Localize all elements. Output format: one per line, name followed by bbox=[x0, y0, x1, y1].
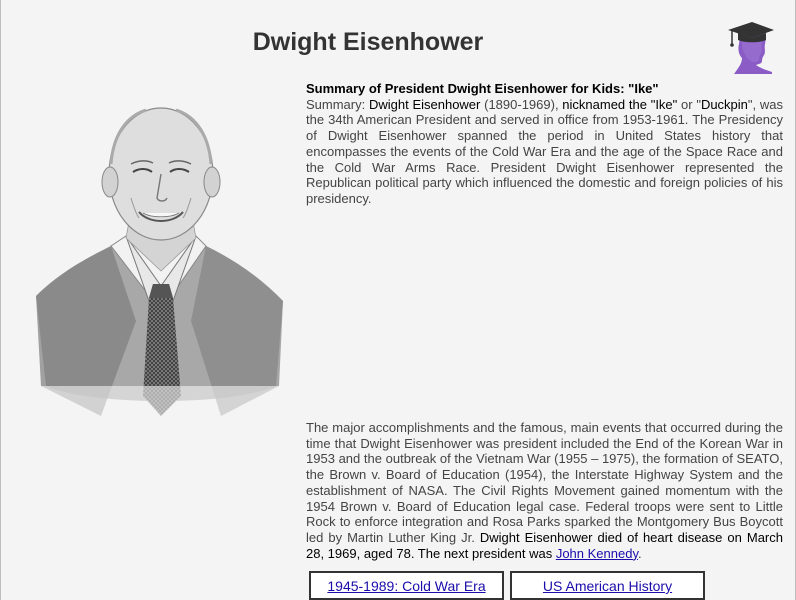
summary-years: (1890-1969), bbox=[480, 96, 563, 112]
death-text: Dwight Eisenhower died of heart disease on March 28, 1969, aged 78. The next president was bbox=[306, 529, 783, 561]
events-text: The major accomplishments and the famous, main events that occurred during the time that Dwight Eisenhower was president included the End of the Korean War in 1953 and the outbreak of the Vietnam War (1955 – 1975), the formation of SEATO, the Brown v. Board of Education (1954), the Interstate Highway System and the establishment of NASA. The Civil Rights Movement gained momentum with the 1954 Brown v. Board of Education legal case. Federal troops were sent to Little Rock to enforce integration and Rosa Parks sparked the Montgomery Bus Boycott led by Martin Luther King Jr. bbox=[306, 420, 783, 545]
page-title: Dwight Eisenhower bbox=[252, 28, 484, 56]
president-portrait-sketch bbox=[31, 86, 289, 416]
events-section bbox=[306, 420, 783, 561]
summary-or: or " bbox=[677, 96, 701, 112]
graduation-cap-silhouette-icon[interactable] bbox=[726, 18, 776, 74]
next-president-link[interactable]: John Kennedy bbox=[555, 545, 638, 561]
summary-section bbox=[306, 81, 783, 207]
cold-war-era-link[interactable]: 1945-1989: Cold War Era bbox=[327, 578, 486, 594]
summary-name: Dwight Eisenhower bbox=[368, 96, 481, 112]
summary-text: ", was the 34th American President and served in office from 1953-1961. The Presidency of Dwight Eisenhower spanned the period in United States history that encompasses the events of the Cold War Era and the age of the Space Race and the Cold War Arms Race. President Dwight Eisenhower represented the Republican political party which influenced the domestic and foreign policies of his presidency. bbox=[306, 96, 783, 206]
events-end: . bbox=[638, 545, 642, 561]
summary-nickname-duckpin: Duckpin bbox=[700, 96, 748, 112]
summary-label: Summary: bbox=[306, 96, 369, 112]
us-american-history-button[interactable] bbox=[510, 571, 705, 600]
summary-heading: Summary of President Dwight Eisenhower for Kids: "Ike" bbox=[306, 81, 659, 96]
cold-war-era-button[interactable] bbox=[309, 571, 504, 600]
summary-nickname-ike: nicknamed the "Ike" bbox=[562, 96, 678, 112]
us-american-history-link[interactable]: US American History bbox=[542, 578, 673, 594]
